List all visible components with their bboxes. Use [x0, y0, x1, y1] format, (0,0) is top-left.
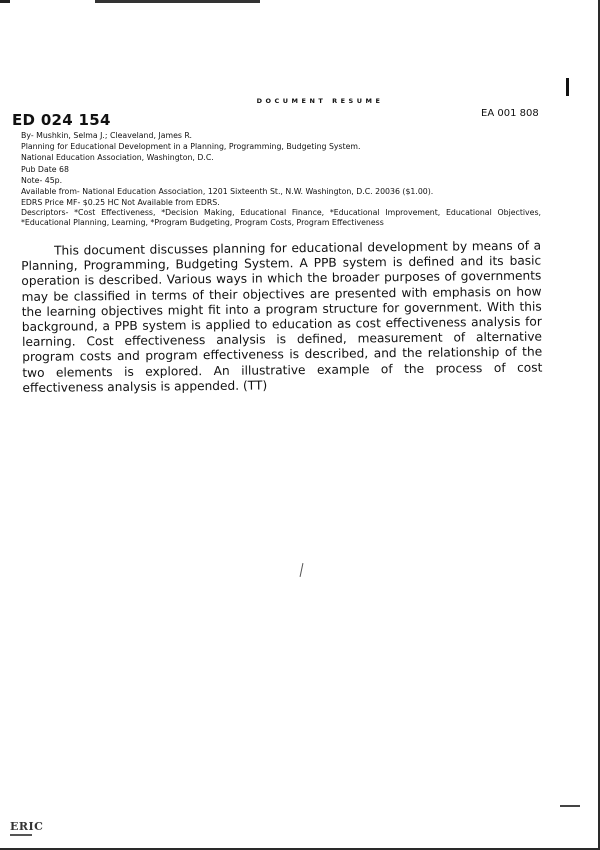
scan-dash [560, 805, 580, 807]
title-line: Planning for Educational Development in a Planning, Programming, Budgeting System. [21, 142, 361, 152]
abstract-paragraph: This document discusses planning for educational development by means of a Planning, Programming, Budgeting System. A PPB system is defined and its basic operation is described. Various ways in which the broader purposes of governments may be classified in terms of their objectives are presented with emphasis on how the learning objectives might fit into a program structure for government. With this background, a PPB system is applied to education as cost effectiveness analysis for learning. Cost effectiveness analysis is defined, measurement of alternative program costs and program effectiveness is described, and the relationship of the two elements is explored. An illustrative example of the process of cost effectiveness analysis is appended. (TT) [21, 238, 543, 395]
eric-logo: ERIC [10, 820, 43, 836]
publisher-line: National Education Association, Washington, D.C. [21, 153, 214, 163]
document-resume-heading: DOCUMENT RESUME [256, 97, 384, 105]
authors-line: By- Mushkin, Selma J.; Cleaveland, James R. [21, 131, 193, 140]
edrs-price-line: EDRS Price MF- $0.25 HC Not Available from EDRS. [21, 198, 220, 208]
note-line: Note- 45p. [21, 175, 63, 185]
ea-number: EA 001 808 [481, 108, 539, 119]
pub-date-line: Pub Date 68 [21, 164, 69, 174]
bibliographic-metadata [21, 130, 551, 228]
availability-line: Available from- National Education Association, 1201 Sixteenth St., N.W. Washington, D.C. 20036 ($1.00). [21, 187, 434, 197]
ed-number: ED 024 154 [12, 111, 111, 129]
scan-edge-top [0, 0, 600, 3]
scan-mark [566, 78, 569, 96]
descriptors-line: Descriptors- *Cost Effectiveness, *Decision Making, Educational Finance, *Educational Improvement, Educational Objectives, *Educational Planning, Learning, *Program Budgeting, Program Costs, Program Effectiveness [21, 208, 541, 228]
scan-speck [300, 563, 304, 577]
